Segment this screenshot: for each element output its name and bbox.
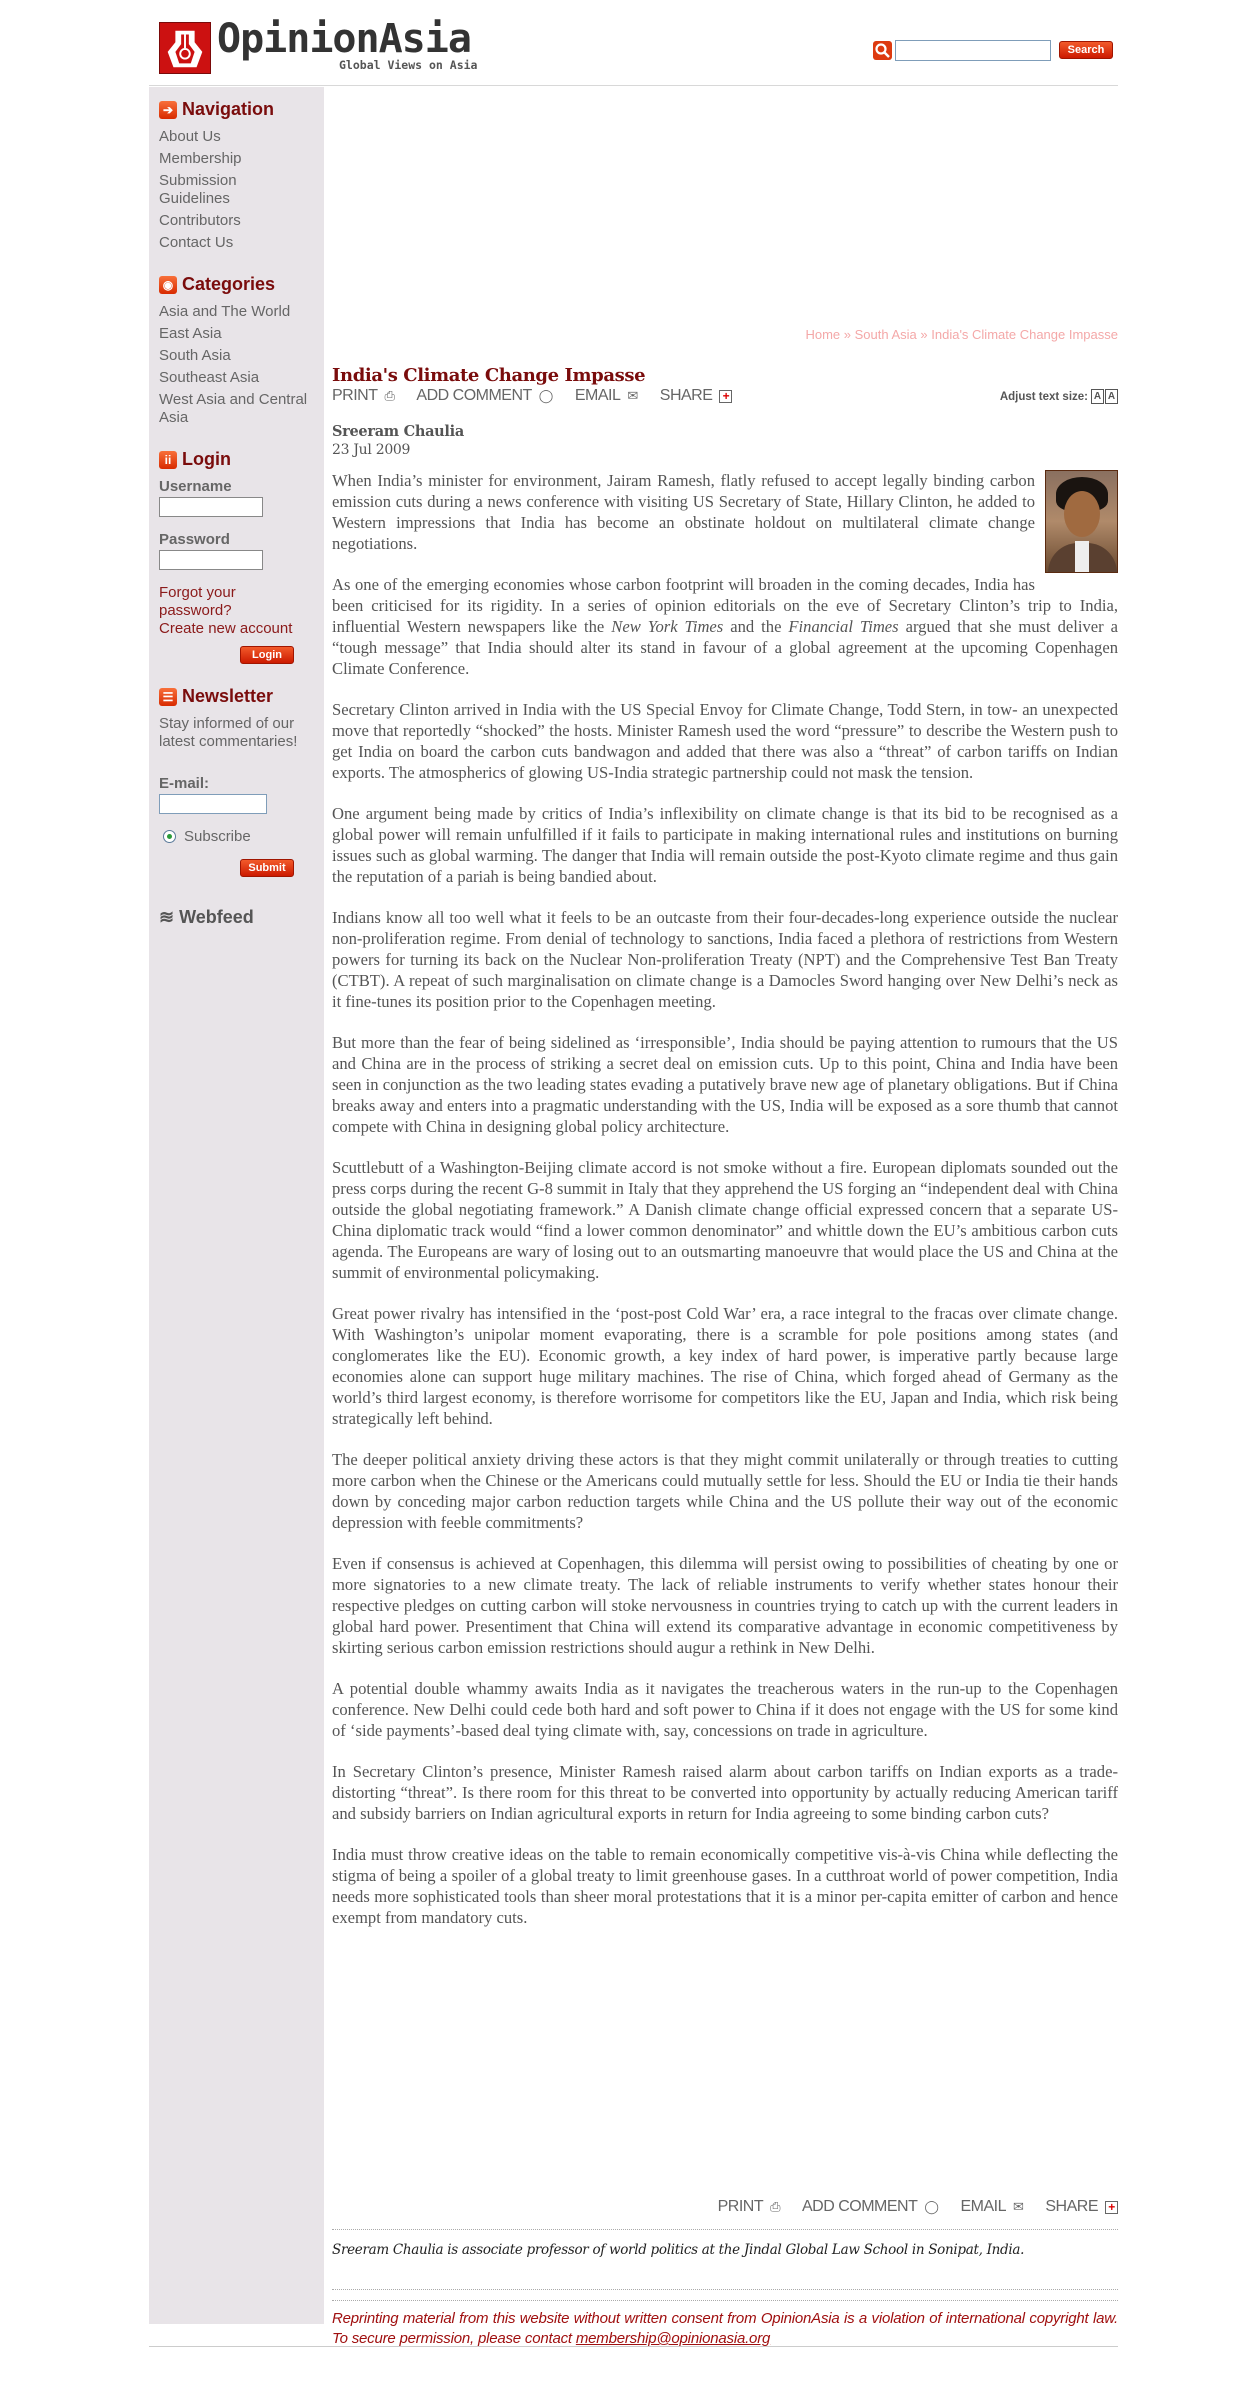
share-button[interactable] xyxy=(1045,2198,1118,2216)
logo-pen-nib-icon[interactable] xyxy=(159,22,211,74)
password-label: Password xyxy=(159,531,230,548)
text-size-label: Adjust text size: xyxy=(999,390,1088,403)
rss-icon: ≋ xyxy=(159,907,175,927)
text-size-increase-button[interactable]: A xyxy=(1105,389,1118,404)
login-heading-text: Login xyxy=(182,449,231,469)
share-label: SHARE xyxy=(1045,2198,1098,2215)
article-toolbar-bottom xyxy=(718,2198,1118,2216)
printer-icon: ⎙ xyxy=(384,388,395,403)
add-comment-button[interactable] xyxy=(416,387,552,405)
webfeed-heading-text: Webfeed xyxy=(179,907,254,927)
share-label: SHARE xyxy=(659,387,713,404)
search-icon xyxy=(873,41,892,60)
article-body xyxy=(332,470,1118,1948)
breadcrumb-separator: » xyxy=(843,327,855,342)
newsletter-submit-button[interactable]: Submit xyxy=(240,859,294,877)
navigation-heading-text: Navigation xyxy=(182,99,275,119)
envelope-icon: ✉ xyxy=(1012,2199,1024,2214)
nav-item-contact-us[interactable]: Contact Us xyxy=(159,234,234,251)
add-comment-button[interactable] xyxy=(802,2198,938,2216)
share-button[interactable] xyxy=(660,387,733,405)
search-input[interactable] xyxy=(895,40,1051,61)
users-icon: ii xyxy=(159,451,177,469)
add-comment-label: ADD COMMENT xyxy=(416,387,532,404)
article-paragraph: Indians know all too well what it feels to be an outcaste from their four-decades-long experience outside the nuclear non-proliferation regime. From denial of technology to sanctions, India faced a plethora of restrictions from Western powers for turning its back on the Nuclear Non-proliferation Treaty (NPT) and the Comprehensive Test Ban Treaty (CTBT). A repeat of such marginalisation on climate change is a Damocles Sword hanging over New Delhi’s neck as it fine-tunes its position prior to the Copenhagen meeting. xyxy=(332,908,1118,1011)
nav-item-about-us[interactable]: About Us xyxy=(159,128,221,145)
category-east-asia[interactable]: East Asia xyxy=(159,325,222,342)
text-size-decrease-button[interactable]: A xyxy=(1091,389,1104,404)
email-label: EMAIL xyxy=(574,387,621,404)
username-input[interactable] xyxy=(159,497,263,517)
email-label: E-mail: xyxy=(159,775,210,792)
newsletter-heading xyxy=(159,686,324,707)
breadcrumb-separator: » xyxy=(920,327,932,342)
newsletter-section xyxy=(159,686,324,928)
breadcrumb xyxy=(805,327,1118,342)
breadcrumb-current[interactable]: India's Climate Change Impasse xyxy=(931,327,1118,342)
nav-item-membership[interactable]: Membership xyxy=(159,150,242,167)
category-south-asia[interactable]: South Asia xyxy=(159,347,231,364)
article-paragraph: But more than the fear of being sidelined as ‘irresponsible’, India should be paying attention to rumours that the US and China are in the process of striking a secret deal on emission cuts. Up to this point, China and India have been seen in conjunction as the two leading states evading a putatively brave new age of planetary obligations. But if China breaks away and enters into a pragmatic understanding with the US, India will be exposed as a sore thumb that cannot compete with China in designing global policy architecture. xyxy=(332,1033,1118,1136)
speech-bubble-icon: ◯ xyxy=(538,388,553,403)
site-header xyxy=(149,0,1118,86)
username-label: Username xyxy=(159,478,232,495)
author-bio: Sreeram Chaulia is associate professor of world politics at the Jindal Global Law School in Sonipat, India. xyxy=(332,2242,1025,2258)
publication-name: Financial Times xyxy=(788,617,899,636)
paragraph-text: As one of the emerging economies whose carbon footprint will broaden in the coming decades, India has been criticised for its rigidity. In a series of opinion editorials on the eve of Secretary Clinton’s trip to India, influential Western newspapers like the xyxy=(332,575,1118,636)
globe-icon: ◉ xyxy=(159,276,177,294)
paragraph-text: argued that she must deliver a “tough message” that India should alter its stand in favour of a global agreement at the upcoming Copenhagen Climate Conference. xyxy=(332,617,1118,678)
password-input[interactable] xyxy=(159,550,263,570)
publish-date: 23 Jul 2009 xyxy=(332,442,411,458)
author-photo xyxy=(1045,470,1118,573)
author-name[interactable]: Sreeram Chaulia xyxy=(332,423,464,440)
categories-heading xyxy=(159,274,324,295)
text-size-control xyxy=(1000,389,1118,404)
categories-heading-text: Categories xyxy=(182,274,276,294)
article-paragraph: One argument being made by critics of India’s inflexibility on climate change is that its bid to be recognised as a global power will remain unfulfilled if it fails to participate in making international rules and institutions on burning issues such as global warming. The danger that India will remain outside the post-Kyoto climate regime and thus gain the reputation of a pariah is being bandied about. xyxy=(332,804,1118,886)
envelope-icon: ✉ xyxy=(627,388,638,403)
newsletter-email-input[interactable] xyxy=(159,794,267,814)
login-section xyxy=(159,449,324,664)
publication-name: New York Times xyxy=(611,617,724,636)
email-button[interactable] xyxy=(960,2198,1023,2216)
article-paragraph: The deeper political anxiety driving these actors is that they might commit unilaterally or through treaties to cutting more carbon when the Chinese or the Americans could mutually settle for less. Should the EU or India tie their hands down by conceding major carbon reduction targets while China and the US pollute their way out of the economic depression with feeble commitments? xyxy=(332,1450,1118,1532)
subscribe-radio[interactable] xyxy=(163,830,176,843)
category-southeast-asia[interactable]: Southeast Asia xyxy=(159,369,260,386)
article-paragraph: Scuttlebutt of a Washington-Beijing climate accord is not smoke without a fire. European diplomats sounded out the press corps during the recent G-8 summit in Italy that they apprehend the US forging an “independent deal with China outside the global negotiating framework.” A Danish climate change official expressed concern that a separate US-China diplomatic track would “find a lower common denominator” and whittle down the EU’s ambitious carbon cuts agenda. The Europeans are wary of losing out to an outsmarting manoeuvre that would place the US and China at the summit of environmental policymaking. xyxy=(332,1158,1118,1282)
newspaper-icon: ☰ xyxy=(159,688,177,706)
article-paragraph: A potential double whammy awaits India as it navigates the treacherous waters in the run-up to the Copenhagen conference. New Delhi could cede both hard and soft power to China if it does not engage with the US for some kind of ‘side payments’-based deal tying climate with, say, concessions on trade in agriculture. xyxy=(332,1679,1118,1740)
category-asia-and-the-world[interactable]: Asia and The World xyxy=(159,303,291,320)
speech-bubble-icon: ◯ xyxy=(924,2199,939,2214)
category-west-asia-central-asia[interactable]: West Asia and Central Asia xyxy=(159,391,308,426)
article-paragraph: India must throw creative ideas on the table to remain economically competitive vis-à-vis China while deflecting the stigma of being a spoiler of a global treaty to limit greenhouse gases. In a cutthroat world of power competition, India needs more sophisticated tools than sheer moral protestations that it is a minor per-capita emitter of carbon and hence exempt from mandatory cuts. xyxy=(332,1845,1118,1927)
article-paragraph xyxy=(332,470,1118,554)
forgot-password-link[interactable]: Forgot your password? xyxy=(159,584,236,619)
newsletter-description: Stay informed of our latest commentaries! xyxy=(159,715,298,750)
plus-icon: + xyxy=(1105,2201,1118,2214)
site-name[interactable]: OpinionAsia xyxy=(217,16,471,62)
divider xyxy=(332,2300,1118,2301)
sidebar xyxy=(149,87,324,2324)
login-heading xyxy=(159,449,324,470)
article-title: India's Climate Change Impasse xyxy=(332,365,646,386)
print-button[interactable] xyxy=(332,387,394,405)
copyright-notice xyxy=(332,2309,1118,2349)
subscribe-label: Subscribe xyxy=(184,828,251,845)
create-account-link[interactable]: Create new account xyxy=(159,620,293,637)
search-button[interactable]: Search xyxy=(1059,41,1113,59)
print-label: PRINT xyxy=(332,387,378,404)
paragraph-text: When India’s minister for environment, Jairam Ramesh, flatly refused to accept legally binding carbon emission cuts during a news conference with visiting US Secretary of State, Hillary Clinton, he added to Western impressions that India has become an obstinate holdout on multilateral climate change negotiations. xyxy=(332,471,1035,553)
categories-list xyxy=(159,303,324,427)
print-label: PRINT xyxy=(717,2198,764,2215)
nav-item-submission-guidelines[interactable]: Submission Guidelines xyxy=(159,172,237,207)
article-paragraph: Even if consensus is achieved at Copenhagen, this dilemma will persist owing to possibilities of cheating by one or more signatories to a new climate treaty. The lack of reliable instruments to verify whether states honour their respective pledges on cutting carbon will stoke nervousness in countries trying to catch up with the current leaders in global hard power. Presentiment that China will extend its comparative advantage in economic competitiveness by skirting serious carbon emission restrictions should augur a rethink in New Delhi. xyxy=(332,1554,1118,1657)
login-button[interactable]: Login xyxy=(240,646,294,664)
site-tagline: Global Views on Asia xyxy=(339,58,478,72)
article-toolbar-top xyxy=(332,387,732,405)
nav-item-contributors[interactable]: Contributors xyxy=(159,212,241,229)
arrow-right-icon: ➔ xyxy=(159,101,177,119)
page-wrapper xyxy=(149,0,1118,2347)
navigation-section xyxy=(159,99,324,252)
newsletter-heading-text: Newsletter xyxy=(182,686,274,706)
copyright-text: Reprinting material from this website without written consent from OpinionAsia is a violation of international copyright law. To secure permission, please contact xyxy=(332,2310,1118,2347)
byline xyxy=(332,423,464,458)
paragraph-text: and the xyxy=(723,617,789,636)
email-label: EMAIL xyxy=(960,2198,1006,2215)
breadcrumb-home[interactable]: Home xyxy=(805,327,841,342)
email-button[interactable] xyxy=(575,387,638,405)
categories-section xyxy=(159,274,324,427)
plus-icon: + xyxy=(719,390,732,403)
print-button[interactable] xyxy=(718,2198,780,2216)
add-comment-label: ADD COMMENT xyxy=(802,2198,918,2215)
subscribe-option[interactable] xyxy=(163,828,324,845)
article-paragraph: Great power rivalry has intensified in the ‘post-post Cold War’ era, a race integral to the fracas over climate change. With Washington’s unipolar moment evaporating, there is a scramble for pole positions among states (and conglomerates like the EU). Economic growth, a key index of hard power, is imperative partly because large economies alone can support huge military machines. The rise of China, which forged ahead of Germany as the world’s third largest economy, is therefore worrisome for competitors like the EU, Japan and India, which risk being strategically left behind. xyxy=(332,1304,1118,1428)
article-paragraph xyxy=(332,574,1118,679)
article-paragraph: Secretary Clinton arrived in India with the US Special Envoy for Climate Change, Todd Stern, in tow- an unexpected move that reportedly “shocked” the hosts. Minister Ramesh used the word “pressure” to describe the Western push to get India on board the carbon cuts bandwagon and added that there was also a “threat” of carbon tariffs on Indian exports. The atmospherics of glowing US-India strategic partnership could not mask the tension. xyxy=(332,700,1118,782)
membership-email-link[interactable]: membership@opinionasia.org xyxy=(575,2330,771,2347)
divider xyxy=(332,2289,1118,2290)
breadcrumb-south-asia[interactable]: South Asia xyxy=(854,327,917,342)
printer-icon: ⎙ xyxy=(770,2199,780,2214)
footer-divider xyxy=(149,2346,1118,2347)
webfeed-link[interactable] xyxy=(159,907,324,928)
divider xyxy=(332,2229,1118,2230)
navigation-list xyxy=(159,128,324,252)
article-paragraph: In Secretary Clinton’s presence, Minister Ramesh raised alarm about carbon tariffs on Indian exports as a trade-distorting “threat”. Is there room for this threat to be converted into opportunity by actually reducing American tariff and subsidy barriers on Indian agricultural exports in return for India agreeing to some binding carbon cuts? xyxy=(332,1762,1118,1823)
navigation-heading xyxy=(159,99,324,120)
